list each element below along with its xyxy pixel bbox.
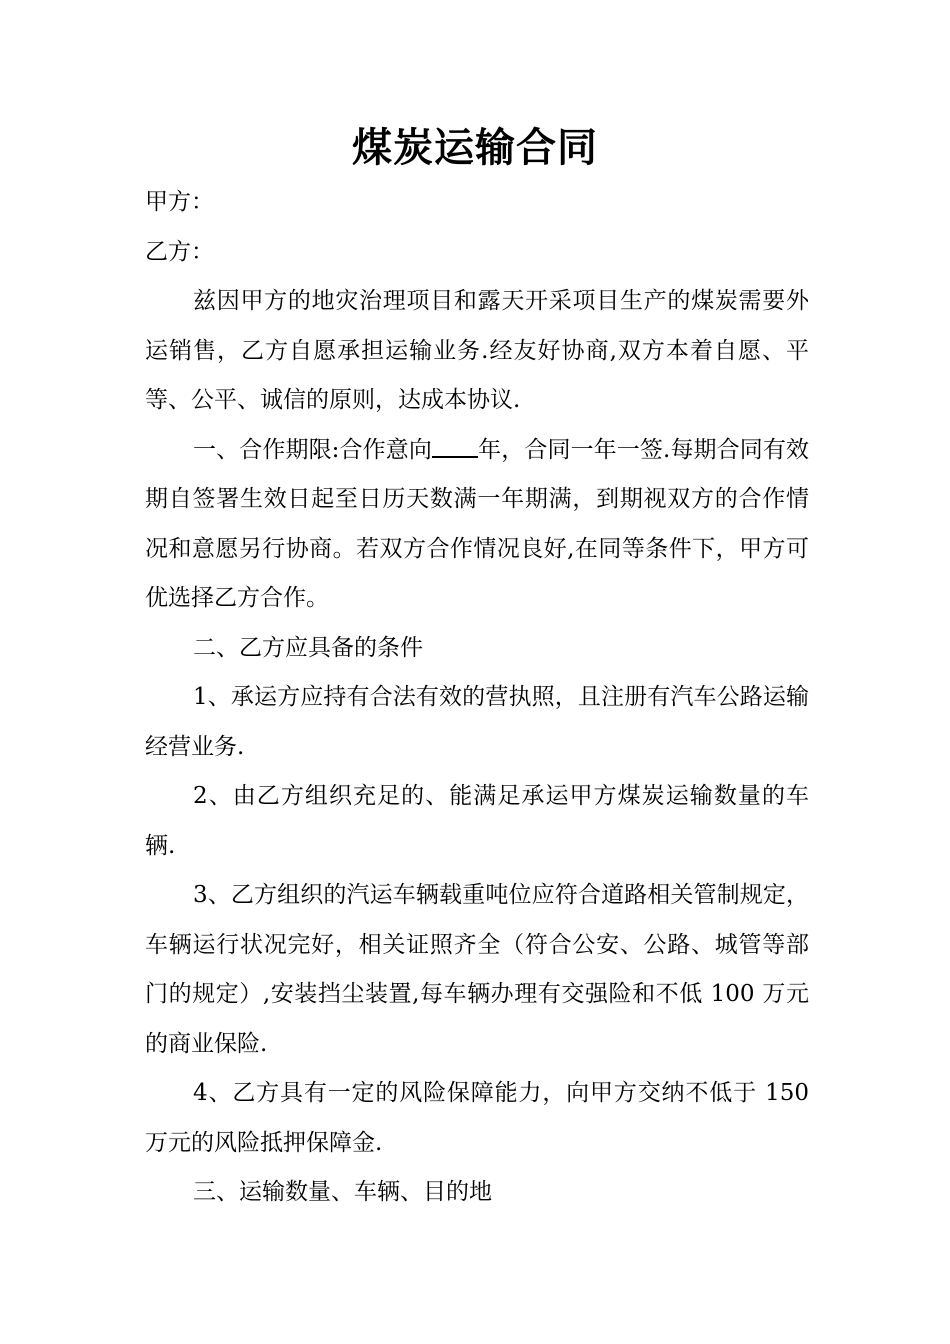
condition-4: 4、乙方具有一定的风险保障能力，向甲方交纳不低于 150 万元的风险抵押保障金. [145,1080,809,1156]
condition-1: 1、承运方应持有合法有效的营执照，且注册有汽车公路运输经营业务. [145,684,809,760]
document-body [145,178,809,1218]
section-1-text-after-blank: 年，合同一年一签.每期合同有效期自签署生效日起至日历天数满一年期满，到期视双方的合作情况和意愿另行协商。若双方合作情况良好,在同等条件下，甲方可优选择乙方合作。 [145,436,810,611]
condition-3: 3、乙方组织的汽运车辆载重吨位应符合道路相关管制规定，车辆运行状况完好，相关证照齐全（符合公安、公路、城管等部门的规定）,安装挡尘装置,每车辆办理有交强险和不低 100 万元的商业保险. [145,882,809,1057]
section-2-heading: 二、乙方应具备的条件 [193,634,423,661]
party-b-label: 乙方： [145,238,214,265]
document-title: 煤炭运输合同 [352,124,598,171]
section-1-paragraph [145,426,809,624]
preamble-paragraph: 兹因甲方的地灾治理项目和露天开采项目生产的煤炭需要外运销售，乙方自愿承担运输业务.经友好协商,双方本着自愿、平等、公平、诚信的原则，达成本协议. [145,288,809,413]
cooperation-years-blank [432,434,478,458]
section-1-text-before-blank: 一、合作期限:合作意向 [193,436,432,463]
condition-2: 2、由乙方组织充足的、能满足承运甲方煤炭运输数量的车辆. [145,783,809,859]
party-a-label: 甲方： [145,189,214,215]
section-3-heading: 三、运输数量、车辆、目的地 [193,1179,492,1205]
